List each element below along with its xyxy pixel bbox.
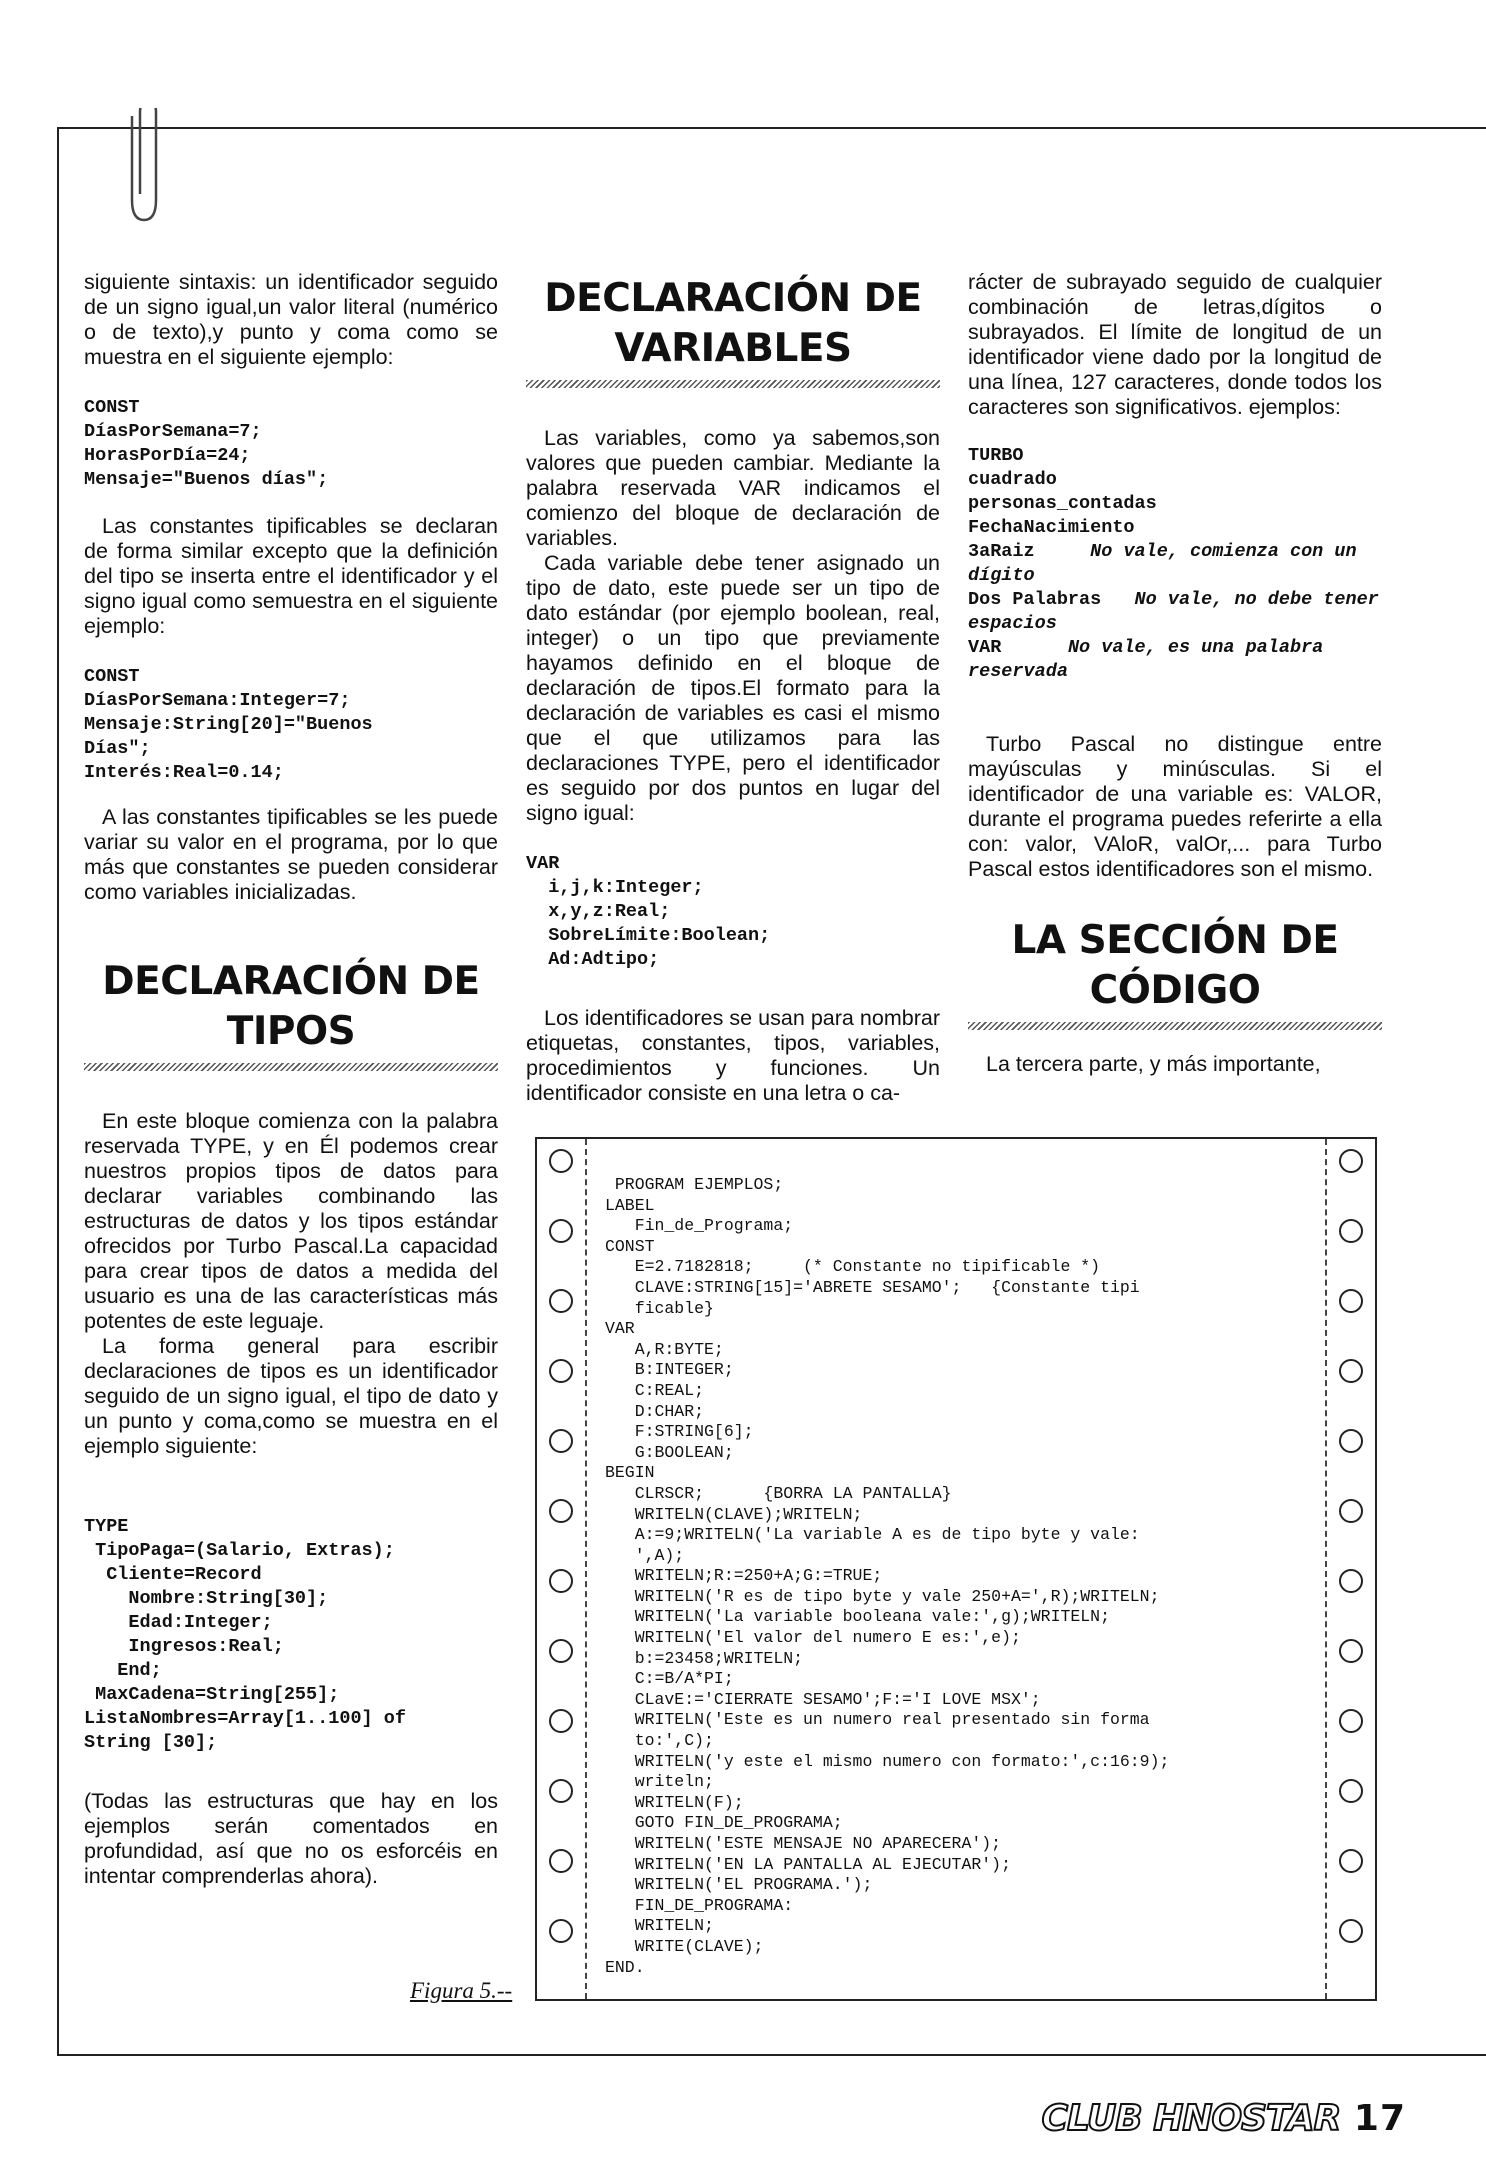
example-5-note: No vale, comienza con un dígito — [968, 541, 1357, 586]
example-2: cuadrado — [968, 469, 1057, 490]
example-6-note: No vale, no debe tener espacios — [968, 589, 1379, 634]
col2-code-var: VAR i,j,k:Integer; x,y,z:Real; SobreLímite:Boolean; Ad:Adtipo; — [526, 853, 771, 970]
punch-hole-icon — [1339, 1359, 1363, 1383]
col1-intro: siguiente sintaxis: un identificador seguido de un signo igual,un valor literal (numérico o de texto),y punto y coma como se muestra en el siguiente ejemplo: — [84, 270, 498, 369]
heading-tipos-line2: TIPOS — [226, 1009, 356, 1054]
paperclip-icon — [118, 108, 170, 228]
punch-hole-icon — [549, 1569, 573, 1593]
listing-dash-left — [585, 1139, 587, 1999]
punch-hole-icon — [1339, 1149, 1363, 1173]
example-7-code: VAR — [968, 637, 1002, 658]
example-4: FechaNacimiento — [968, 517, 1135, 538]
listing-code: PROGRAM EJEMPLOS; LABEL Fin_de_Programa; CONST E=2.7182818; (* Constante no tipificable *) CLAVE:STRING[15]='ABRETE SESAMO'; {Constante tipi ficable} VAR A,R:BYTE; B:INTEGER; C:REAL; D:CHAR; F:STRING[6]; G:BOOLEAN; BEGIN CLRSCR; {BORRA LA PANTALLA} WRITELN(CLAVE);WRITELN; A:=9;WRITELN('La variable A es de tipo byte y vale: ',A); WRITELN;R:=250+A;G:=TRUE; WRITELN('R es de tipo byte y vale 250+A=',R);WRITELN; WRITELN('La variable booleana vale:',g);WRITELN; WRITELN('El valor del numero E es:',e); b:=23458;WRITELN; C:=B/A*PI; CLavE:='CIERRATE SESAMO';F:='I LOVE MSX'; WRITELN('Este es un numero real presentado sin forma to:',C); WRITELN('y este el mismo numero con formato:',c:16:9); writeln; WRITELN(F); GOTO FIN_DE_PROGRAMA; WRITELN('ESTE MENSAJE NO APARECERA'); WRITELN('EN LA PANTALLA AL EJECUTAR'); WRITELN('EL PROGRAMA.'); FIN_DE_PROGRAMA: WRITELN; WRITE(CLAVE); END. — [605, 1175, 1170, 1977]
example-3: personas_contadas — [968, 493, 1157, 514]
magazine-logo: CLUB HNOSTAR — [1041, 2098, 1341, 2139]
heading-tipos-rule — [84, 1063, 498, 1071]
punch-hole-icon — [549, 1149, 573, 1173]
example-6 — [968, 588, 1382, 636]
punch-hole-icon — [1339, 1429, 1363, 1453]
column-1 — [84, 270, 498, 1889]
punch-hole-icon — [1339, 1499, 1363, 1523]
col1-code-const: CONST DíasPorSemana=7; HorasPorDía=24; Mensaje="Buenos días"; — [84, 397, 329, 490]
column-2 — [526, 270, 940, 1106]
col1-para-variar: A las constantes tipificables se les puede variar su valor en el programa, por lo que más que constantes se pueden considerar como variables inicializadas. — [84, 805, 498, 904]
punch-hole-icon — [1339, 1919, 1363, 1943]
punch-hole-icon — [549, 1709, 573, 1733]
example-5-code: 3aRaiz — [968, 541, 1035, 562]
punch-hole-icon — [1339, 1639, 1363, 1663]
heading-codigo-rule — [968, 1022, 1382, 1030]
col3-para-mayusculas: Turbo Pascal no distingue entre mayúsculas y minúsculas. Si el identificador de una variable es: VALOR, durante el programa puedes referirte a ella con: valor, VAloR, valOr,... para Turbo Pascal estos identificadores son el mismo. — [968, 732, 1382, 881]
col2-para-variables: Las variables, como ya sabemos,son valores que pueden cambiar. Mediante la palabra reservada VAR indicamos el comienzo del bloque de declaración de variables. — [526, 426, 940, 550]
identifier-examples — [968, 444, 1382, 684]
heading-codigo — [968, 916, 1382, 1030]
col2-para-identificadores: Los identificadores se usan para nombrar etiquetas, constantes, tipos, variables, procedimientos y funciones. Un identificador consiste en una letra o ca- — [526, 1006, 940, 1105]
figure-caption: Figura 5.-- — [410, 1978, 513, 2003]
punch-hole-icon — [1339, 1289, 1363, 1313]
punch-hole-icon — [1339, 1569, 1363, 1593]
punch-hole-icon — [1339, 1779, 1363, 1803]
heading-tipos-line1: DECLARACIÓN DE — [102, 959, 480, 1004]
col3-para-tercera: La tercera parte, y más importante, — [986, 1052, 1321, 1076]
heading-variables — [526, 274, 940, 388]
example-1: TURBO — [968, 445, 1024, 466]
col1-para-forma: La forma general para escribir declaraciones de tipos es un identificador seguido de un signo igual, el tipo de dato y un punto y coma,como se muestra en el ejemplo siguiente: — [84, 1334, 498, 1458]
heading-variables-line2: VARIABLES — [614, 326, 852, 371]
col3-para-caracter: rácter de subrayado seguido de cualquier combinación de letras,dígitos o subrayados. El límite de longitud de un identificador viene dado por la longitud de una línea, 127 caracteres, donde todos los caracteres son significativos. ejemplos: — [968, 270, 1382, 419]
column-3 — [968, 270, 1382, 1077]
punch-hole-icon — [549, 1219, 573, 1243]
punch-hole-icon — [549, 1779, 573, 1803]
col1-para-nota: (Todas las estructuras que hay en los ejemplos serán comentados en profundidad, así que no os esforcéis en intentar comprenderlas ahora). — [84, 1789, 498, 1888]
punch-hole-icon — [1339, 1709, 1363, 1733]
page-footer — [1042, 2098, 1406, 2139]
punch-hole-icon — [549, 1849, 573, 1873]
punch-hole-icon — [549, 1289, 573, 1313]
col1-code-type: TYPE TipoPaga=(Salario, Extras); Cliente=Record Nombre:String[30]; Edad:Integer; Ingresos:Real; End; MaxCadena=String[255]; ListaNombres=Array[1..100] of String [30]; — [84, 1516, 406, 1753]
program-listing — [535, 1137, 1377, 2001]
heading-codigo-line1: LA SECCIÓN DE — [1011, 918, 1339, 963]
col1-para-tipificables: Las constantes tipificables se declaran de forma similar excepto que la definición del tipo se inserta entre el identificador y el signo igual como semuestra en el siguiente ejemplo: — [84, 514, 498, 638]
punch-hole-icon — [1339, 1849, 1363, 1873]
heading-variables-line1: DECLARACIÓN DE — [544, 276, 922, 321]
col2-para-tipo: Cada variable debe tener asignado un tipo de dato, este puede ser un tipo de dato estándar (por ejemplo boolean, real, integer) o un tipo que previamente hayamos definido en el bloque de declaración de tipos.El formato para la declaración de variables es casi el mismo que el que utilizamos para las declaraciones TYPE, pero el identificador es seguido por dos puntos en lugar del signo igual: — [526, 551, 940, 825]
heading-variables-rule — [526, 380, 940, 388]
col1-para-type: En este bloque comienza con la palabra reservada TYPE, y en Él podemos crear nuestros propios tipos de datos para declarar variables combinando las estructuras de datos y los tipos estándar ofrecidos por Turbo Pascal.La capacidad para crear tipos de datos a medida del usuario es una de las características más potentes de este leguaje. — [84, 1109, 498, 1333]
punch-hole-icon — [549, 1429, 573, 1453]
punch-hole-icon — [549, 1359, 573, 1383]
heading-codigo-line2: CÓDIGO — [1089, 968, 1261, 1013]
example-6-code: Dos Palabras — [968, 589, 1102, 610]
example-5 — [968, 540, 1382, 588]
heading-tipos — [84, 957, 498, 1071]
punch-hole-icon — [549, 1919, 573, 1943]
example-7 — [968, 636, 1382, 684]
listing-dash-right — [1325, 1139, 1327, 1999]
punch-hole-icon — [549, 1639, 573, 1663]
example-7-note: No vale, es una palabra reservada — [968, 637, 1324, 682]
punch-hole-icon — [1339, 1219, 1363, 1243]
page-number: 17 — [1353, 2098, 1406, 2139]
punch-hole-icon — [549, 1499, 573, 1523]
col1-code-const-typed: CONST DíasPorSemana:Integer=7; Mensaje:String[20]="Buenos Días"; Interés:Real=0.14; — [84, 666, 373, 783]
